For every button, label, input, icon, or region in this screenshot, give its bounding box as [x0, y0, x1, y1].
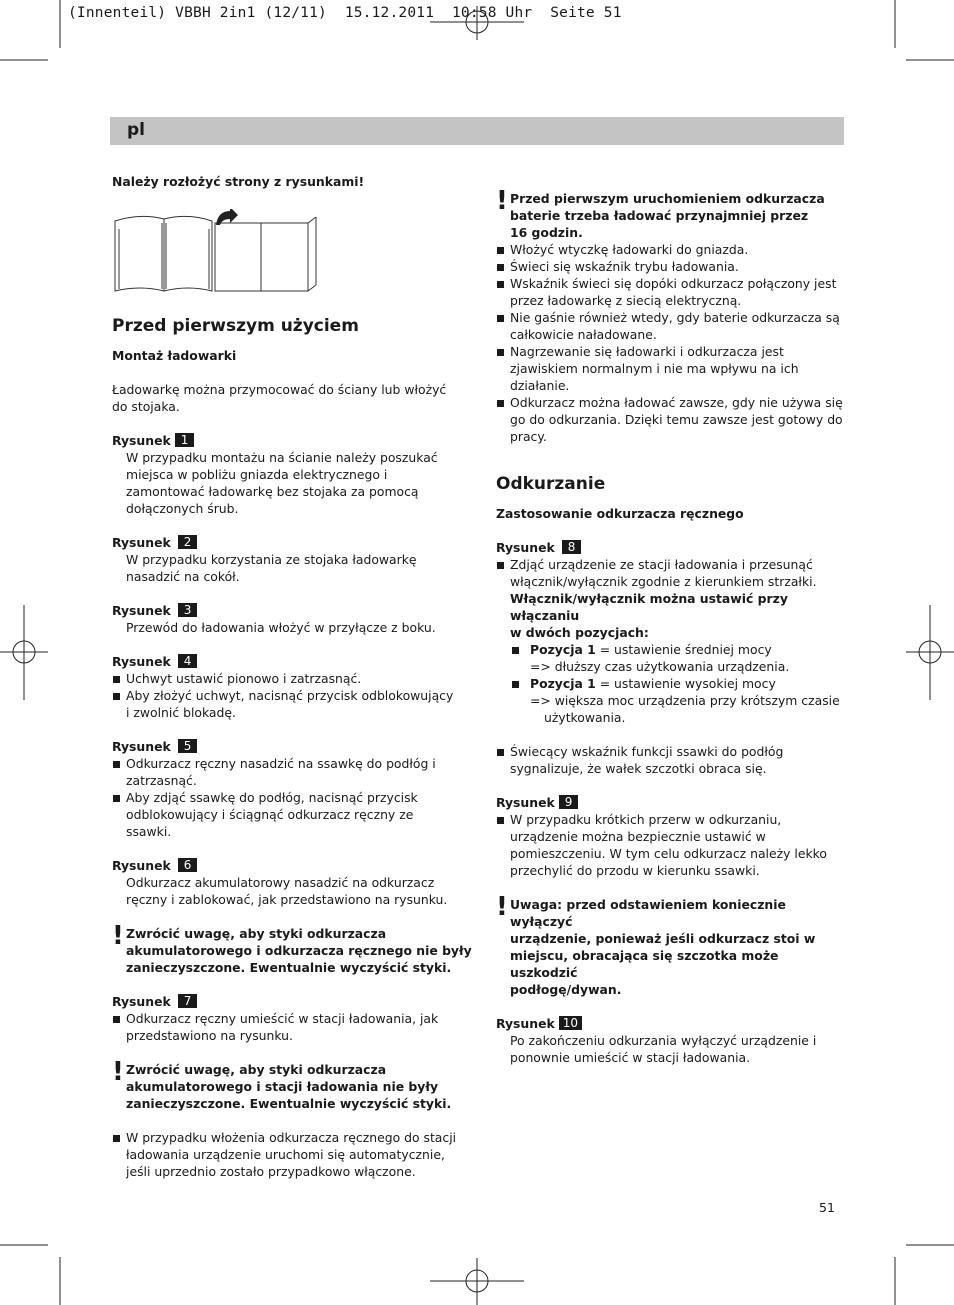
figure-label: Rysunek: [112, 603, 171, 618]
figure-label: Rysunek: [496, 795, 555, 810]
subheading-hand-vacuum: Zastosowanie odkurzacza ręcznego: [496, 506, 744, 521]
bullet-item: Aby zdjąć ssawkę do podłóg, nacisnąć przycisk odblokowujący i ściągnąć odkurzacz ręczny ze ssawki.: [112, 789, 472, 840]
bullet-item: Zdjąć urządzenie ze stacji ładowania i przesunąć włącznik/wyłącznik zgodnie z kierunkiem strzałki. Włącznik/wyłącznik można ustawić przy włączaniu w dwóch pozycjach:: [496, 556, 846, 641]
figure-label: Rysunek: [112, 433, 171, 448]
warning-switch-off: ! Uwaga: przed odstawieniem koniecznie wyłączyć urządzenie, ponieważ jeśli odkurzacz stoi w miejscu, obracająca się szczotka może uszkodzić podłogę/dywan.: [496, 892, 816, 997]
text-line: Odkurzacz akumulatorowy nasadzić na odkurzacz: [126, 875, 435, 890]
warning-contacts-1: ! Zwrócić uwagę, aby styki odkurzacza akumulatorowego i odkurzacza ręcznego nie były zanieczyszczone. Ewentualnie wyczyścić styki.: [112, 921, 472, 975]
language-code: pl: [127, 120, 145, 140]
text-line: Przewód do ładowania włożyć w przyłącze z boku.: [126, 620, 436, 635]
text-line: miejsca w pobliżu gniazda elektrycznego i: [126, 467, 388, 482]
text-line: zamontować ładowarkę bez stojaka za pomocą: [126, 484, 419, 499]
bullet-item: Świecący wskaźnik funkcji ssawki do podłóg sygnalizuje, że wałek szczotki obraca się.: [496, 743, 846, 777]
position-2-result: => większa moc urządzenia przy krótszym czasie: [530, 693, 840, 708]
print-header: (Innenteil) VBBH 2in1 (12/11) 15.12.2011 10:58 Uhr Seite 51: [68, 5, 622, 21]
bullet-item: Nie gaśnie również wtedy, gdy baterie odkurzacza są całkowicie naładowane.: [496, 309, 846, 343]
text-line: do stojaka.: [112, 399, 180, 414]
bullet-item: Wskaźnik świeci się dopóki odkurzacz połączony jest przez ładowarkę z siecią elektryczną.: [496, 275, 846, 309]
exclamation-icon: !: [496, 186, 508, 216]
text-line: ręczny i zablokować, jak przedstawiono na rysunku.: [126, 892, 448, 907]
bullet-item: Aby złożyć uchwyt, nacisnąć przycisk odblokowujący i zwolnić blokadę.: [112, 687, 472, 721]
bullet-item: Odkurzacz ręczny umieścić w stacji ładowania, jak przedstawiono na rysunku.: [112, 1010, 472, 1044]
bullet-item: Odkurzacz można ładować zawsze, gdy nie używa się go do odkurzania. Dzięki temu zawsze jest gotowy do pracy.: [496, 394, 846, 445]
exclamation-icon: !: [112, 1057, 124, 1087]
figure-number-badge: 4: [178, 654, 198, 668]
bullet-item: Świeci się wskaźnik trybu ładowania.: [496, 258, 846, 275]
language-bar: [110, 117, 844, 145]
figure-label: Rysunek: [112, 739, 171, 754]
bullet-item: W przypadku włożenia odkurzacza ręcznego do stacji ładowania urządzenie uruchomi się automatycznie, jeśli uprzednio zostało przypadkowo włączone.: [112, 1129, 472, 1180]
figure-number-badge: 9: [559, 795, 579, 809]
bullet-item: Odkurzacz ręczny nasadzić na ssawkę do podłóg i zatrzasnąć.: [112, 755, 472, 789]
bullet-item: Nagrzewanie się ładowarki i odkurzacza jest zjawiskiem normalnym i nie ma wpływu na ich działanie.: [496, 343, 846, 394]
left-column: [112, 173, 472, 1180]
text-line: ponownie umieścić w stacji ładowania.: [510, 1050, 751, 1065]
bullet-item: W przypadku krótkich przerw w odkurzaniu, urządzenie można bezpiecznie ustawić w pomieszczeniu. W tym celu odkurzacz należy lekko przechylić do przodu w kierunku ssawki.: [496, 811, 846, 879]
subheading-charger-mount: Montaż ładowarki: [112, 348, 237, 363]
figure-number-badge: 10: [559, 1016, 582, 1030]
intro-note: Należy rozłożyć strony z rysunkami!: [112, 174, 365, 189]
bullet-item: Włożyć wtyczkę ładowarki do gniazda.: [496, 241, 846, 258]
fold-out-pages-illustration: [112, 209, 322, 294]
position-2-result-cont: użytkowania.: [544, 710, 626, 725]
right-column: [496, 186, 846, 1066]
warning-first-charge: ! Przed pierwszym uruchomieniem odkurzacza baterie trzeba ładować przynajmniej przez 16 godzin.: [496, 186, 825, 240]
page-number: 51: [819, 1200, 835, 1215]
bullet-item: Uchwyt ustawić pionowo i zatrzasnąć.: [112, 670, 472, 687]
figure-label: Rysunek: [496, 540, 555, 555]
figure-number-badge: 6: [178, 858, 198, 872]
heading-before-first-use: Przed pierwszym użyciem: [112, 316, 359, 336]
position-1-item: Pozycja 1 = ustawienie średniej mocy: [496, 641, 846, 658]
figure-number-badge: 2: [178, 535, 198, 549]
warning-contacts-2: ! Zwrócić uwagę, aby styki odkurzacza akumulatorowego i stacji ładowania nie były zanieczyszczone. Ewentualnie wyczyścić styki.: [112, 1057, 452, 1111]
exclamation-icon: !: [496, 892, 508, 922]
position-1-result: => dłuższy czas użytkowania urządzenia.: [530, 659, 790, 674]
figure-label: Rysunek: [112, 994, 171, 1009]
figure-label: Rysunek: [496, 1016, 555, 1031]
text-line: W przypadku korzystania ze stojaka ładowarkę: [126, 552, 417, 567]
figure-number-badge: 7: [178, 994, 198, 1008]
figure-number-badge: 1: [175, 433, 195, 447]
figure-number-badge: 3: [178, 603, 198, 617]
heading-vacuuming: Odkurzanie: [496, 474, 606, 494]
figure-label: Rysunek: [112, 654, 171, 669]
figure-label: Rysunek: [112, 858, 171, 873]
figure-number-badge: 8: [562, 540, 582, 554]
text-line: dołączonych śrub.: [126, 501, 239, 516]
text-line: nasadzić na cokół.: [126, 569, 240, 584]
text-line: Po zakończeniu odkurzania wyłączyć urządzenie i: [510, 1033, 817, 1048]
figure-label: Rysunek: [112, 535, 171, 550]
text-line: W przypadku montażu na ścianie należy poszukać: [126, 450, 438, 465]
figure-number-badge: 5: [178, 739, 198, 753]
position-2-item: Pozycja 1 = ustawienie wysokiej mocy: [496, 675, 846, 692]
exclamation-icon: !: [112, 921, 124, 951]
text-line: Ładowarkę można przymocować do ściany lub włożyć: [112, 382, 447, 397]
